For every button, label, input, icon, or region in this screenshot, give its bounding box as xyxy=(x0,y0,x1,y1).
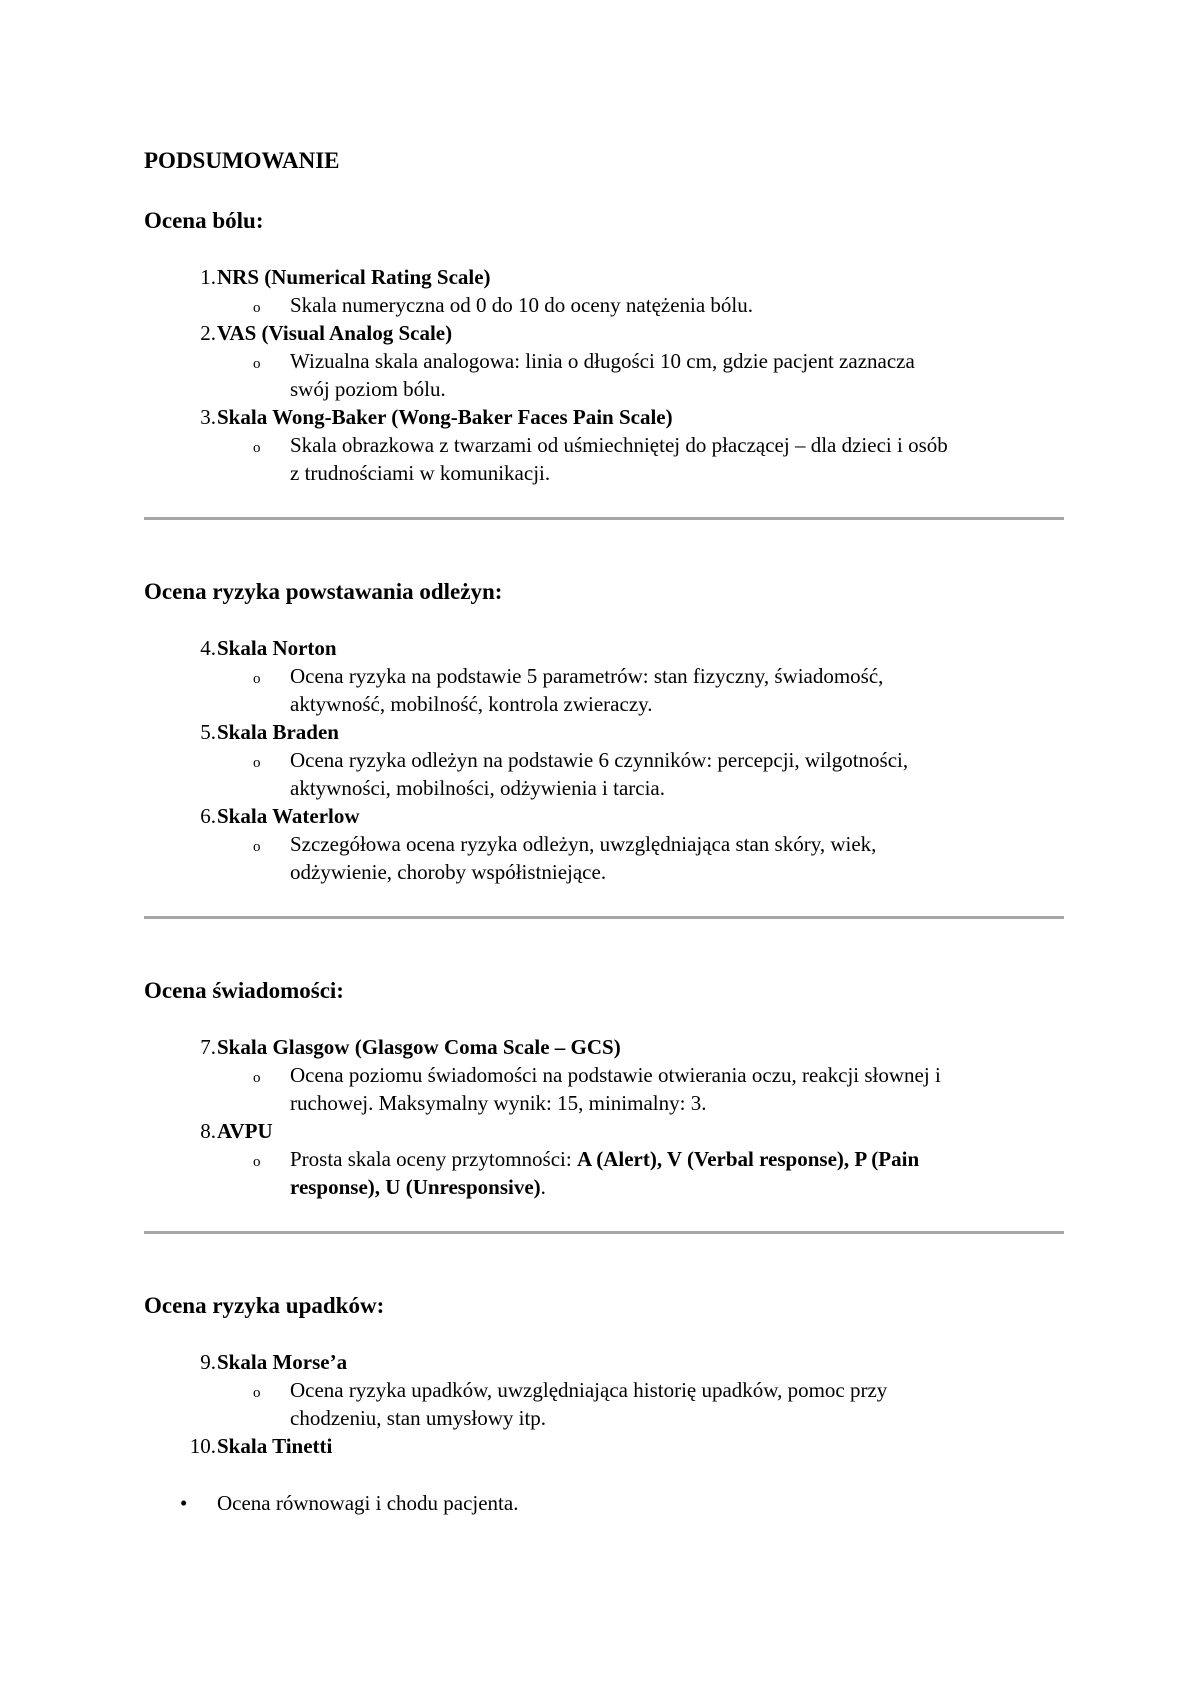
avpu-end-text: . xyxy=(540,1175,546,1199)
bullet-item-text: Ocena równowagi i chodu pacjenta. xyxy=(217,1491,519,1515)
section-heading-falls: Ocena ryzyka upadków: xyxy=(144,1293,385,1318)
sub-item-text: Ocena poziomu świadomości na podstawie otwierania oczu, reakcji słownej i xyxy=(290,1063,941,1087)
sub-bullet-icon: o xyxy=(253,440,261,456)
sub-bullet-icon: o xyxy=(253,839,261,855)
item-number: 1. xyxy=(200,265,216,289)
sub-bullet-icon: o xyxy=(253,300,261,316)
sub-item-text: Szczegółowa ocena ryzyka odleżyn, uwzględniająca stan skóry, wiek, xyxy=(290,832,877,856)
sub-item-text xyxy=(290,1173,1200,1201)
item-title: VAS (Visual Analog Scale) xyxy=(217,321,453,345)
item-title: Skala Braden xyxy=(217,720,339,744)
sub-bullet-icon: o xyxy=(253,1070,261,1086)
item-number: 8. xyxy=(200,1119,216,1143)
sub-item-text: Ocena ryzyka upadków, uwzględniająca historię upadków, pomoc przy xyxy=(290,1378,888,1402)
sub-bullet-icon: o xyxy=(253,755,261,771)
item-number: 5. xyxy=(200,720,216,744)
document-title: PODSUMOWANIE xyxy=(144,148,340,173)
sub-item-text: chodzeniu, stan umysłowy itp. xyxy=(290,1406,547,1430)
section-heading-pressure-ulcers: Ocena ryzyka powstawania odleżyn: xyxy=(144,579,503,604)
item-title: Skala Tinetti xyxy=(217,1434,333,1458)
section-heading-pain: Ocena bólu: xyxy=(144,208,264,233)
section-divider xyxy=(144,916,1064,919)
item-number: 9. xyxy=(200,1350,216,1374)
item-title: Skala Norton xyxy=(217,636,337,660)
avpu-levels-text: A (Alert), V (Verbal response), P (Pain xyxy=(576,1147,920,1171)
avpu-levels-text: response), U (Unresponsive) xyxy=(290,1175,541,1199)
sub-item-text: Ocena ryzyka na podstawie 5 parametrów: stan fizyczny, świadomość, xyxy=(290,664,884,688)
item-number: 3. xyxy=(200,405,216,429)
item-title: AVPU xyxy=(217,1119,273,1143)
sub-item-text xyxy=(290,1145,1200,1173)
sub-item-text: odżywienie, choroby współistniejące. xyxy=(290,860,607,884)
item-title: Skala Waterlow xyxy=(217,804,360,828)
item-number: 6. xyxy=(200,804,216,828)
item-title: Skala Wong-Baker (Wong-Baker Faces Pain Scale) xyxy=(217,405,673,429)
sub-item-text: swój poziom bólu. xyxy=(290,377,446,401)
section-divider xyxy=(144,1231,1064,1234)
bullet-icon: • xyxy=(180,1491,188,1515)
section-heading-consciousness: Ocena świadomości: xyxy=(144,978,344,1003)
section-divider xyxy=(144,517,1064,520)
sub-item-text: z trudnościami w komunikacji. xyxy=(290,461,551,485)
sub-item-text: Wizualna skala analogowa: linia o długości 10 cm, gdzie pacjent zaznacza xyxy=(290,349,915,373)
item-title: NRS (Numerical Rating Scale) xyxy=(217,265,491,289)
item-number: 10. xyxy=(189,1434,216,1458)
item-title: Skala Glasgow (Glasgow Coma Scale – GCS) xyxy=(217,1035,621,1059)
item-number: 4. xyxy=(200,636,216,660)
sub-bullet-icon: o xyxy=(253,1154,261,1170)
sub-item-text: Skala obrazkowa z twarzami od uśmiechniętej do płaczącej – dla dzieci i osób xyxy=(290,433,948,457)
sub-item-text: Skala numeryczna od 0 do 10 do oceny natężenia bólu. xyxy=(290,293,754,317)
avpu-intro-text: Prosta skala oceny przytomności: xyxy=(290,1147,577,1171)
item-number: 2. xyxy=(200,321,216,345)
sub-item-text: aktywności, mobilności, odżywienia i tarcia. xyxy=(290,776,665,800)
sub-item-text: Ocena ryzyka odleżyn na podstawie 6 czynników: percepcji, wilgotności, xyxy=(290,748,909,772)
sub-bullet-icon: o xyxy=(253,1385,261,1401)
sub-item-text: ruchowej. Maksymalny wynik: 15, minimalny: 3. xyxy=(290,1091,707,1115)
sub-item-text: aktywność, mobilność, kontrola zwieraczy. xyxy=(290,692,653,716)
sub-bullet-icon: o xyxy=(253,356,261,372)
item-number: 7. xyxy=(200,1035,216,1059)
item-title: Skala Morse’a xyxy=(217,1350,348,1374)
sub-bullet-icon: o xyxy=(253,671,261,687)
